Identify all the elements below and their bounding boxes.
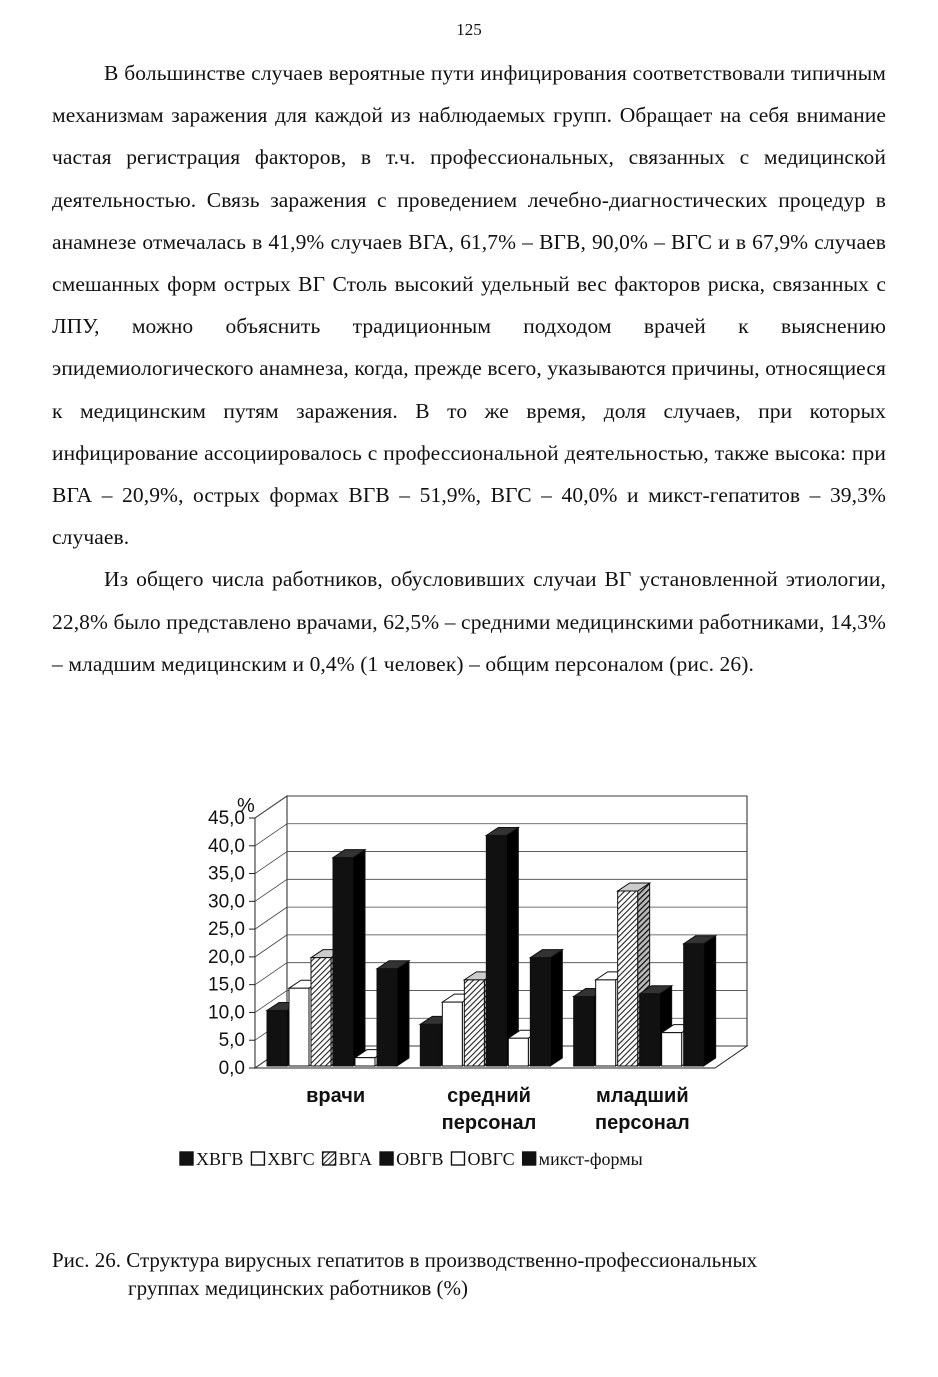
y-tick-label: 40,0 [208, 835, 245, 857]
legend-swatch [180, 1152, 193, 1165]
bar-ОВГС-2 [662, 1033, 682, 1066]
bar-ХВГВ-0 [267, 1010, 287, 1066]
paragraph-2: Из общего числа работников, обусловивших случаи ВГ установленной этиологии, 22,8% было представлено врачами, 62,5% – средними медицинскими работниками, 14,3% – младшим медицинским и 0,4% (1 человек) – общим персоналом (рис. 26). [52, 567, 887, 676]
y-tick-label: 15,0 [208, 974, 245, 996]
legend-swatch [523, 1152, 536, 1165]
bar-ВГА-1 [464, 980, 484, 1066]
legend-label: ОВГС [467, 1149, 515, 1169]
bar-ОВГВ-1 [486, 835, 506, 1066]
bar-ОВГС-1 [508, 1038, 528, 1066]
paragraph-1: В большинстве случаев вероятные пути инфицирования соответствовали типичным механизмам заражения для каждой из наблюдаемых групп. Обращает на себя внимание частая регистрация факторов, в т.ч. профессиональных, связанных с медицинской деятельностью. Связь заражения с проведением лечебно-диагностических процедур в анамнезе отмечалась в 41,9% случаев ВГА, 61,7% – ВГВ, 90,0% – ВГС и в 67,9% случаев смешанных форм острых ВГ Столь высокий удельный вес факторов риска, связанных с ЛПУ, можно объяснить традиционным подходом врачей к выяснению эпидемиологического анамнеза, когда, прежде всего, указываются причины, относящиеся к медицинским путям заражения. В то же время, доля случаев, при которых инфицирование ассоциировалось с профессиональной деятельностью, также высока: при ВГА – 20,9%, острых формах ВГВ – 51,9%, ВГС – 40,0% и микст-гепатитов – 39,3% случаев. [52, 61, 886, 550]
y-tick-label: 35,0 [208, 863, 245, 885]
caption-line-1: Структура вирусных гепатитов в производственно-профессиональных [126, 1248, 758, 1272]
bar-микст-формы-1 [530, 958, 550, 1066]
y-tick-label: 30,0 [208, 891, 245, 913]
legend-swatch [380, 1152, 393, 1165]
legend-swatch [451, 1152, 464, 1165]
bar-ОВГВ-0-side [353, 850, 365, 1066]
category-label-line2: персонал [594, 1112, 690, 1134]
bar-микст-формы-2-side [704, 936, 716, 1066]
legend-label: ОВГВ [396, 1149, 444, 1169]
caption-label: Рис. 26. [52, 1248, 121, 1272]
bar-ВГА-2 [618, 891, 638, 1066]
legend-label: ХВГС [267, 1149, 315, 1169]
bar-ХВГС-0 [289, 988, 309, 1066]
category-label-line2: персонал [441, 1112, 537, 1134]
caption-line-2: группах медицинских работников (%) [128, 1276, 469, 1300]
bar-ХВГС-1 [442, 1002, 462, 1066]
figure-caption [52, 1246, 892, 1302]
body-text [52, 52, 886, 685]
category-label: средний [447, 1085, 531, 1107]
y-tick-label: 0,0 [218, 1058, 245, 1079]
bar-микст-формы-0-side [397, 961, 409, 1066]
bar-микст-формы-2 [684, 944, 704, 1066]
bar-ОВГВ-0 [333, 858, 353, 1066]
y-axis-unit: % [237, 795, 255, 817]
bar-ВГА-0 [311, 958, 331, 1066]
legend-swatch [323, 1152, 336, 1165]
bar-ХВГС-2 [596, 980, 616, 1066]
bar-ХВГВ-1 [420, 1024, 440, 1066]
bar-ОВГВ-1-side [506, 827, 518, 1066]
bar-микст-формы-1-side [550, 950, 562, 1066]
category-label: младший [596, 1085, 689, 1107]
y-tick-label: 5,0 [218, 1030, 245, 1052]
bar-ОВГВ-2 [640, 994, 660, 1066]
page-number: 125 [456, 20, 482, 39]
bar-ХВГВ-2 [574, 997, 594, 1066]
legend-swatch [251, 1152, 264, 1165]
bar-ОВГС-0 [355, 1058, 375, 1066]
figure-26 [170, 785, 770, 1185]
y-tick-label: 20,0 [208, 946, 245, 968]
y-tick-label: 45,0 [208, 808, 245, 829]
legend-label: ХВГВ [196, 1149, 244, 1169]
bar-chart [170, 785, 770, 1185]
bar-микст-формы-0 [377, 969, 397, 1066]
category-label: врачи [306, 1085, 366, 1107]
y-tick-label: 25,0 [208, 919, 245, 941]
legend-label: ВГА [338, 1149, 373, 1169]
legend-label: микст-формы [538, 1149, 643, 1169]
y-tick-label: 10,0 [208, 1002, 245, 1024]
